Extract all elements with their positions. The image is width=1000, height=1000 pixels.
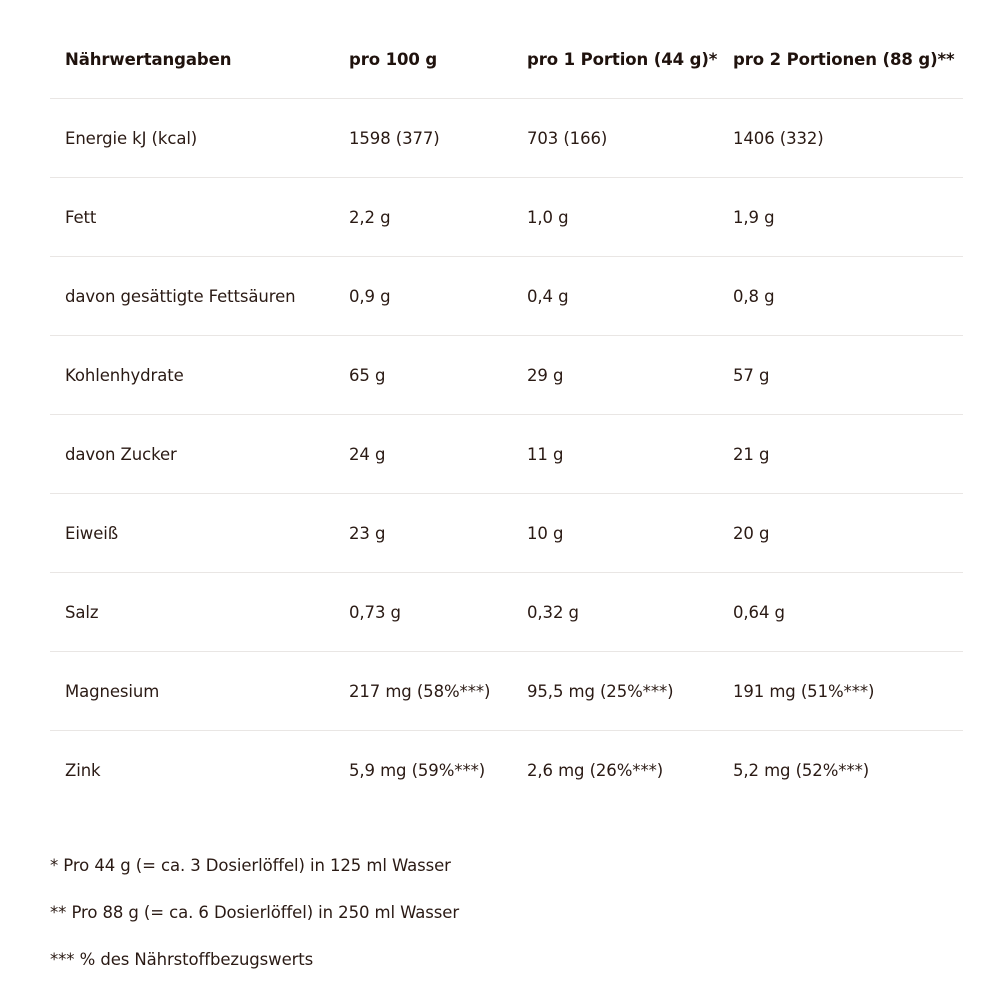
nutrient-label: Eiweiß [65,523,119,543]
nutrient-label: Zink [65,760,101,780]
value-per-1-portion: 10 g [527,523,564,543]
header-per-100g: pro 100 g [349,49,438,69]
table-row-sugar [50,415,963,494]
value-per-2-portions: 20 g [733,523,770,543]
value-per-2-portions: 0,8 g [733,286,775,306]
nutrition-table [50,20,963,809]
value-per-100g: 217 mg (58%***) [349,681,491,701]
table-header-row [50,20,963,99]
value-per-1-portion: 11 g [527,444,564,464]
value-per-2-portions: 5,2 mg (52%***) [733,760,870,780]
value-per-1-portion: 0,32 g [527,602,579,622]
footnotes [50,852,950,993]
nutrient-label: Magnesium [65,681,160,701]
value-per-100g: 5,9 mg (59%***) [349,760,486,780]
nutrient-label: Fett [65,207,97,227]
value-per-100g: 24 g [349,444,386,464]
value-per-1-portion: 1,0 g [527,207,569,227]
footnote-single-asterisk: * Pro 44 g (= ca. 3 Dosierlöffel) in 125 ml Wasser [50,856,451,875]
table-row-zinc [50,731,963,809]
footnote-triple-asterisk: *** % des Nährstoffbezugswerts [50,950,314,969]
value-per-1-portion: 95,5 mg (25%***) [527,681,674,701]
value-per-1-portion: 703 (166) [527,128,608,148]
value-per-100g: 0,9 g [349,286,391,306]
value-per-100g: 1598 (377) [349,128,440,148]
value-per-100g: 65 g [349,365,386,385]
value-per-1-portion: 29 g [527,365,564,385]
nutrient-label: Kohlenhydrate [65,365,184,385]
value-per-1-portion: 2,6 mg (26%***) [527,760,664,780]
header-per-1-portion: pro 1 Portion (44 g)* [527,49,718,69]
table-row-magnesium [50,652,963,731]
value-per-100g: 23 g [349,523,386,543]
value-per-1-portion: 0,4 g [527,286,569,306]
nutrient-label: Salz [65,602,99,622]
value-per-2-portions: 1,9 g [733,207,775,227]
nutrient-label: davon Zucker [65,444,177,464]
table-row-energy [50,99,963,178]
value-per-2-portions: 191 mg (51%***) [733,681,875,701]
table-row-carbohydrates [50,336,963,415]
value-per-2-portions: 1406 (332) [733,128,824,148]
footnote-double-asterisk: ** Pro 88 g (= ca. 6 Dosierlöffel) in 250 ml Wasser [50,903,460,922]
nutrient-label: davon gesättigte Fettsäuren [65,286,296,306]
header-per-2-portions: pro 2 Portionen (88 g)** [733,49,955,69]
value-per-2-portions: 57 g [733,365,770,385]
nutrient-label: Energie kJ (kcal) [65,128,198,148]
header-nutrient: Nährwertangaben [65,49,232,69]
table-row-salt [50,573,963,652]
value-per-100g: 2,2 g [349,207,391,227]
value-per-2-portions: 0,64 g [733,602,785,622]
table-row-saturated-fat [50,257,963,336]
table-row-fat [50,178,963,257]
table-row-protein [50,494,963,573]
value-per-100g: 0,73 g [349,602,401,622]
value-per-2-portions: 21 g [733,444,770,464]
